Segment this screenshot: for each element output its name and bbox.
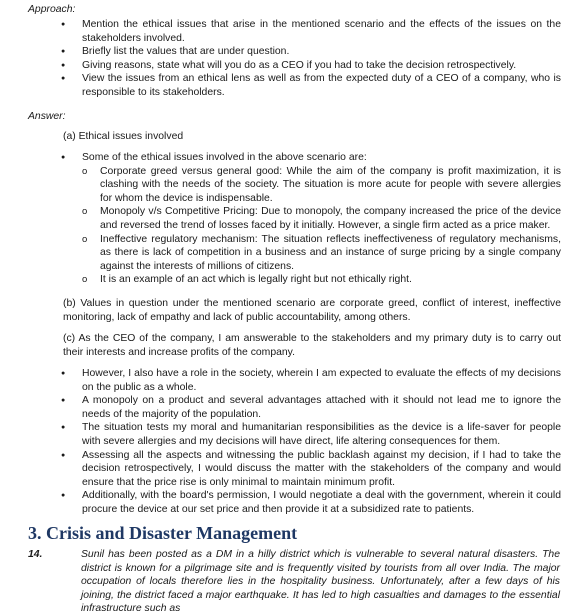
list-item: ● Mention the ethical issues that arise in the mentioned scenario and the effects of the issues on the stakeholders involved. — [82, 18, 561, 45]
list-item: o Monopoly v/s Competitive Pricing: Due to monopoly, the company increased the price of the device and reversed the trend of losses faced by it initially. However, a single firm acted as a price maker. — [100, 205, 561, 232]
list-item: ● Additionally, with the board's permission, I would negotiate a deal with the government, wherein it could procure the device at our set price and then provide it at a subsidized rate to patients. — [82, 489, 561, 516]
list-item: ● View the issues from an ethical lens as well as from the expected duty of a CEO of a company, who is responsible to its stakeholders. — [82, 72, 561, 99]
list-item: o Corporate greed versus general good: While the aim of the company is profit maximization, it is clashing with the needs of the society. The situation is more acute for people with severe allergies for whom the device is indispensable. — [100, 165, 561, 206]
answer-label: Answer: — [28, 111, 66, 122]
list-item: o Ineffective regulatory mechanism: The situation reflects ineffectiveness of regulatory mechanisms, as there is lack of competition in a business and an instance of surge pricing by a single company against the interests of millions of citizens. — [100, 233, 561, 274]
list-item: ● The situation tests my moral and humanitarian responsibilities as the device is a life-saver for people with severe allergies and my decisions will have direct, life altering consequences for them. — [82, 421, 561, 448]
list-item: ● Assessing all the aspects and witnessing the public backlash against my decision, if I had to take the decision retrospectively, I would discuss the matter with the stakeholders of the company and would ensure that the price rise is only minimal to maintain minimum profit. — [82, 449, 561, 490]
question-number: 14. — [28, 549, 43, 560]
part-b: (b) Values in question under the mentioned scenario are corporate greed, conflict of interest, ineffective monitoring, lack of empathy and lack of public accountability, among others. — [63, 298, 561, 323]
list-item: ● However, I also have a role in the society, wherein I am expected to evaluate the effects of my decisions on the public as a whole. — [82, 367, 561, 394]
approach-label: Approach: — [28, 4, 76, 15]
list-item — [82, 151, 561, 287]
part-c-list — [0, 367, 577, 517]
part-a-sublist — [82, 165, 561, 287]
part-a-title: (a) Ethical issues involved — [63, 131, 184, 142]
part-c: (c) As the CEO of the company, I am answerable to the stakeholders and my primary duty is to carry out their interests and increase profits of the company. — [63, 333, 561, 358]
list-item: ● Giving reasons, state what will you do as a CEO if you had to take the decision retrospectively. — [82, 59, 561, 73]
part-a-lead: Some of the ethical issues involved in the above scenario are: — [82, 152, 367, 163]
question-text: Sunil has been posted as a DM in a hilly district which is vulnerable to several natural disasters. The district is known for a pilgrimage site and is frequently visited by tourists from all over India. The major occupation of locals therefore lies in the hospitality business. Unfortunately, after a few days of his joining, the district faced a major earthquake. It has led to high casualties and damages to the essential infrastructure such as — [81, 549, 560, 615]
approach-list — [0, 18, 577, 100]
list-item: ● A monopoly on a product and several advantages attached with it should not lead me to ignore the needs of the majority of the population. — [82, 394, 561, 421]
list-item: o It is an example of an act which is legally right but not ethically right. — [100, 273, 561, 287]
section-heading: 3. Crisis and Disaster Management — [28, 523, 298, 543]
part-a-list — [0, 151, 577, 287]
list-item: ● Briefly list the values that are under question. — [82, 45, 561, 59]
